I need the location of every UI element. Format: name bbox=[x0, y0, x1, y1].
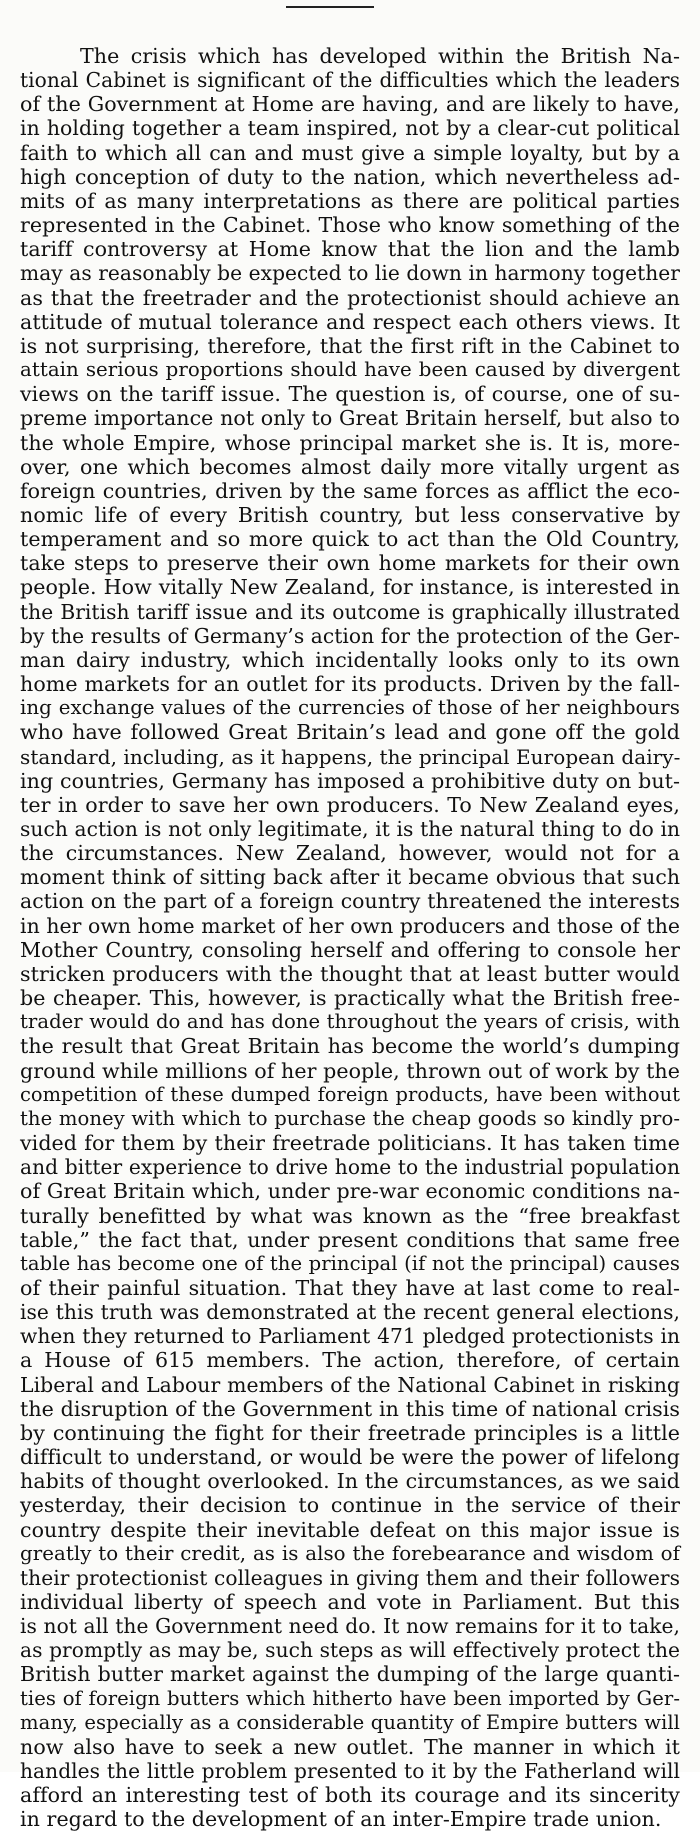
article-line: high conception of duty to the nation, which nevertheless ad- bbox=[20, 164, 680, 189]
article-line: tional Cabinet is significant of the difficulties which the leaders bbox=[20, 68, 680, 93]
article-line: ties of foreign butters which hitherto have been imported by Ger- bbox=[20, 1686, 680, 1710]
article-line: in regard to the development of an inter-Empire trade union. bbox=[20, 1807, 662, 1832]
article-line: attitude of mutual tolerance and respect each others views. It bbox=[20, 309, 680, 334]
article-line: The crisis which has developed within the British Na- bbox=[80, 44, 680, 68]
article-line: is not all the Government need do. It now remains for it to take, bbox=[20, 1614, 680, 1639]
article-line: table has become one of the principal (if not the principal) causes bbox=[20, 1251, 680, 1275]
article-line: attain serious proportions should have been caused by divergent bbox=[20, 358, 680, 382]
article-line: the money with which to purchase the cheap goods so kindly pro- bbox=[20, 1106, 680, 1130]
article-line: table,” the fact that, under present conditions that same free bbox=[20, 1227, 680, 1252]
article-line: country despite their inevitable defeat on this major issue is bbox=[20, 1517, 680, 1542]
article-line: the circumstances. New Zealand, however, would not for a bbox=[20, 841, 680, 866]
article-line: the British tariff issue and its outcome is graphically illustrated bbox=[20, 599, 680, 624]
article-line: be cheaper. This, however, is practically what the British free- bbox=[20, 986, 680, 1011]
article-line: when they returned to Parliament 471 pledged protectionists in bbox=[20, 1324, 680, 1349]
article-line: as promptly as may be, such steps as will effectively protect the bbox=[20, 1638, 680, 1663]
article-line: may as reasonably be expected to lie down in harmony together bbox=[20, 261, 680, 286]
article-line: ground while millions of her people, thrown out of work by the bbox=[20, 1058, 680, 1083]
article-line: of their painful situation. That they have at last come to real- bbox=[20, 1275, 680, 1300]
article-line: the whole Empire, whose principal market she is. It is, more- bbox=[20, 430, 680, 455]
article-line: ing countries, Germany has imposed a prohibitive duty on but- bbox=[20, 768, 680, 793]
column-rule bbox=[286, 6, 374, 8]
article-line: take steps to preserve their own home markets for their own bbox=[20, 551, 680, 576]
article-line: a House of 615 members. The action, therefore, of certain bbox=[20, 1348, 680, 1373]
article-line: ise this truth was demonstrated at the recent general elections, bbox=[20, 1300, 680, 1325]
article-line: such action is not only legitimate, it is the natural thing to do in bbox=[20, 817, 680, 841]
article-line: of Great Britain which, under pre-war economic conditions na- bbox=[20, 1179, 680, 1204]
article-line: turally benefitted by what was known as the “free breakfast bbox=[20, 1203, 680, 1228]
article-line: British butter market against the dumping of the large quanti- bbox=[20, 1662, 680, 1687]
article-line: difficult to understand, or would be were the power of lifelong bbox=[20, 1445, 680, 1470]
article-line: afford an interesting test of both its courage and its sincerity bbox=[20, 1783, 680, 1808]
article-line: stricken producers with the thought that at least butter would bbox=[20, 961, 680, 986]
article-line: preme importance not only to Great Britain herself, but also to bbox=[20, 406, 680, 431]
article-line: greatly to their credit, as is also the forebearance and wisdom of bbox=[20, 1541, 680, 1565]
article-line: their protectionist colleagues in giving them and their followers bbox=[20, 1565, 680, 1590]
article-line: the disruption of the Government in this time of national crisis bbox=[20, 1396, 680, 1421]
article-line: of the Government at Home are having, and are likely to have, bbox=[20, 92, 680, 117]
article-line: vided for them by their freetrade politicians. It has taken time bbox=[20, 1131, 680, 1156]
article-line: man dairy industry, which incidentally looks only to its own bbox=[20, 647, 680, 672]
article-line: moment think of sitting back after it became obvious that such bbox=[20, 865, 680, 890]
article-line: nomic life of every British country, but less conservative by bbox=[20, 502, 680, 527]
article-line: faith to which all can and must give a simple loyalty, but by a bbox=[20, 140, 680, 165]
article-line: ter in order to save her own producers. To New Zealand eyes, bbox=[20, 792, 680, 817]
article-line: people. How vitally New Zealand, for instance, is interested in bbox=[20, 575, 680, 600]
article-line: mits of as many interpretations as there are political parties bbox=[20, 188, 680, 213]
article-line: the result that Great Britain has become the world’s dumping bbox=[20, 1034, 680, 1059]
article-line: as that the freetrader and the protectionist should achieve an bbox=[20, 285, 680, 310]
article-line: yesterday, their decision to continue in the service of their bbox=[20, 1493, 680, 1518]
article-line: tariff controversy at Home know that the lion and the lamb bbox=[20, 237, 680, 262]
article-line: temperament and so more quick to act than the Old Country, bbox=[20, 527, 680, 552]
article-line: home markets for an outlet for its products. Driven by the fall- bbox=[20, 672, 680, 697]
article-line: foreign countries, driven by the same forces as afflict the eco- bbox=[20, 478, 680, 503]
article-line: in her own home market of her own producers and those of the bbox=[20, 913, 680, 938]
article-line: views on the tariff issue. The question is, of course, one of su- bbox=[20, 382, 680, 407]
article-line: competition of these dumped foreign products, have been without bbox=[20, 1082, 680, 1106]
article-line: standard, including, as it happens, the principal European dairy- bbox=[20, 744, 681, 769]
article-line: represented in the Cabinet. Those who know something of the bbox=[20, 213, 680, 238]
article-line: handles the little problem presented to it by the Fatherland will bbox=[20, 1759, 680, 1784]
article-line: by the results of Germany’s action for the protection of the Ger- bbox=[20, 623, 680, 648]
article-line: trader would do and has done throughout the years of crisis, with bbox=[20, 1010, 680, 1034]
editorial-article bbox=[20, 44, 680, 1832]
article-line: many, especially as a considerable quantity of Empire butters will bbox=[20, 1710, 680, 1734]
article-line: and bitter experience to drive home to the industrial population bbox=[20, 1155, 680, 1180]
article-line: Liberal and Labour members of the National Cabinet in risking bbox=[20, 1372, 680, 1397]
article-line: action on the part of a foreign country threatened the interests bbox=[20, 889, 680, 914]
article-line: habits of thought overlooked. In the circumstances, as we said bbox=[20, 1469, 680, 1494]
article-line: by continuing the fight for their freetrade principles is a little bbox=[20, 1420, 680, 1445]
article-line: in holding together a team inspired, not by a clear-cut political bbox=[20, 116, 680, 141]
article-line: over, one which becomes almost daily more vitally urgent as bbox=[20, 454, 680, 479]
article-line: Mother Country, consoling herself and offering to console her bbox=[20, 937, 680, 962]
article-line: who have followed Great Britain’s lead and gone off the gold bbox=[20, 720, 680, 745]
article-line: individual liberty of speech and vote in Parliament. But this bbox=[20, 1590, 680, 1614]
article-line: now also have to seek a new outlet. The manner in which it bbox=[20, 1734, 680, 1759]
article-line: is not surprising, therefore, that the first rift in the Cabinet to bbox=[20, 333, 680, 358]
article-line: ing exchange values of the currencies of those of her neighbours bbox=[20, 696, 680, 720]
